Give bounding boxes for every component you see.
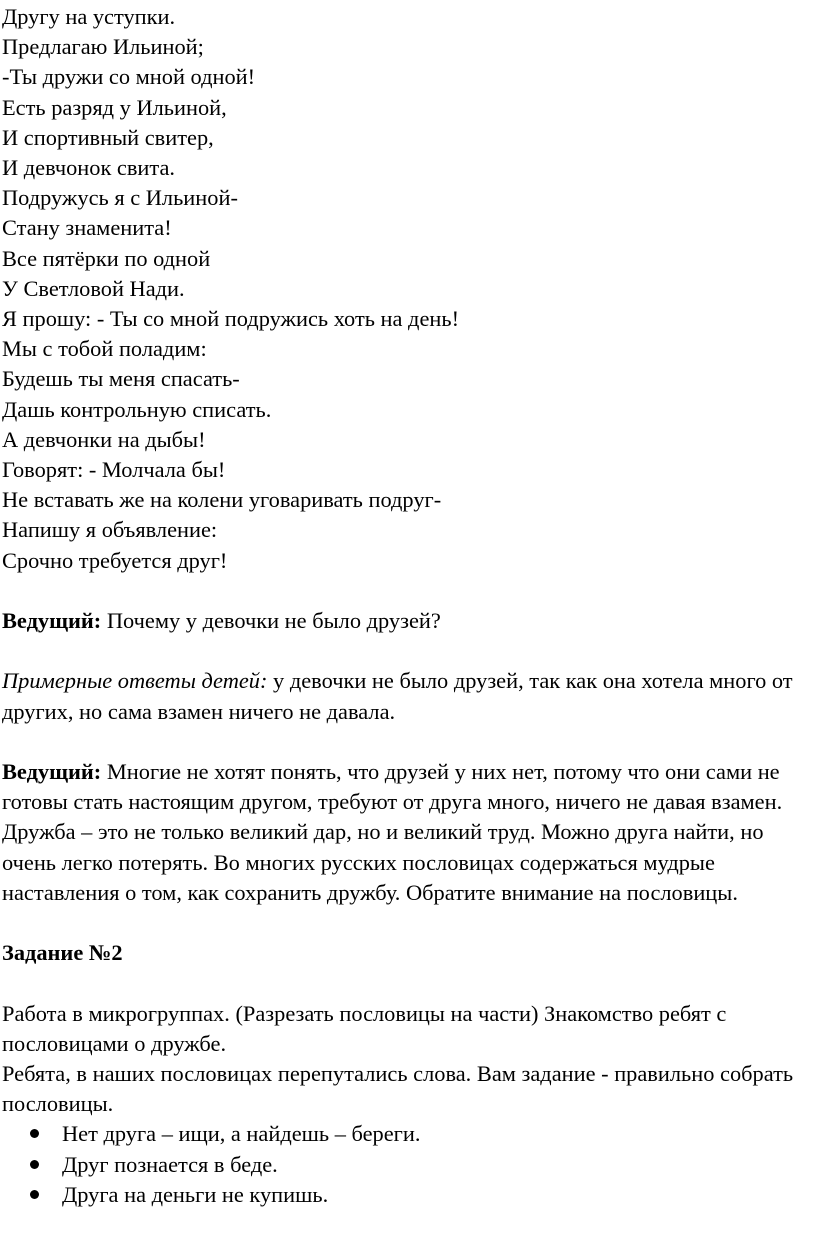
proverb-text: Нет друга – ищи, а найдешь – береги. <box>62 1121 421 1147</box>
bullet-icon <box>30 1190 39 1199</box>
list-item <box>30 1150 816 1180</box>
task-paragraph: Работа в микрогруппах. (Разрезать пословицы на части) Знакомство ребят с пословицами о дружбе. <box>2 1000 727 1056</box>
sample-answers-label: Примерные ответы детей: <box>2 668 268 694</box>
spacer <box>0 727 816 757</box>
poem-line: И спортивный свитер, <box>2 124 214 150</box>
poem-line: Предлагаю Ильиной; <box>2 34 204 60</box>
task-instruction: Ребята, в наших пословицах перепутались слова. Вам задание - правильно собрать пословицы. <box>2 1061 794 1117</box>
poem-line: Будешь ты меня спасать- <box>2 366 240 392</box>
task-heading: Задание №2 <box>2 940 123 966</box>
spacer <box>0 636 816 666</box>
proverb-text: Друг познается в беде. <box>62 1151 278 1177</box>
sample-answers-text: у девочки не было друзей, так как она хотела много от других, но сама взамен ничего не давала. <box>2 668 793 724</box>
poem-line: Не вставать же на колени уговаривать подруг- <box>2 487 442 513</box>
proverb-list <box>0 1119 816 1210</box>
poem-line: А девчонки на дыбы! <box>2 426 206 452</box>
list-item <box>30 1119 816 1149</box>
poem-line: Есть разряд у Ильиной, <box>2 94 227 120</box>
host-question-text: Почему у девочки не было друзей? <box>101 608 441 634</box>
poem <box>0 2 816 576</box>
poem-line: Срочно требуется друг! <box>2 547 228 573</box>
speaker-label: Ведущий: <box>2 759 102 785</box>
poem-line: Другу на уступки. <box>2 4 176 29</box>
host-statement-text: Многие не хотят понять, что друзей у них нет, потому что они сами не готовы стать настоящим другом, требуют от друга много, ничего не давая взамен. <box>2 759 783 815</box>
list-item <box>30 1180 816 1210</box>
poem-line: Я прошу: - Ты со мной подружись хоть на день! <box>2 306 460 332</box>
bullet-icon <box>30 1160 39 1169</box>
poem-line: Говорят: - Молчала бы! <box>2 457 226 483</box>
spacer <box>0 968 816 998</box>
poem-line: И девчонок свита. <box>2 155 176 181</box>
poem-line: Напишу я объявление: <box>2 517 218 543</box>
friendship-paragraph: Дружба – это не только великий дар, но и великий труд. Можно друга найти, но очень легко потерять. Во многих русских пословицах содержаться мудрые наставления о том, как сохранить дружбу. Обратите внимание на пословицы. <box>2 819 764 905</box>
poem-line: Все пятёрки по одной <box>2 245 211 271</box>
spacer <box>0 576 816 606</box>
poem-line: Дашь контрольную списать. <box>2 396 272 422</box>
poem-line: Стану знаменита! <box>2 215 172 241</box>
spacer <box>0 908 816 938</box>
host-question <box>0 606 816 636</box>
sample-answers <box>0 666 816 726</box>
poem-line: У Светловой Нади. <box>2 275 185 301</box>
poem-line: Подружусь я с Ильиной- <box>2 185 238 211</box>
poem-line: -Ты дружи со мной одной! <box>2 64 256 90</box>
host-statement <box>0 757 816 817</box>
proverb-text: Друга на деньги не купишь. <box>62 1181 329 1207</box>
poem-line: Мы с тобой поладим: <box>2 336 207 362</box>
speaker-label: Ведущий: <box>2 608 102 634</box>
bullet-icon <box>30 1129 39 1138</box>
